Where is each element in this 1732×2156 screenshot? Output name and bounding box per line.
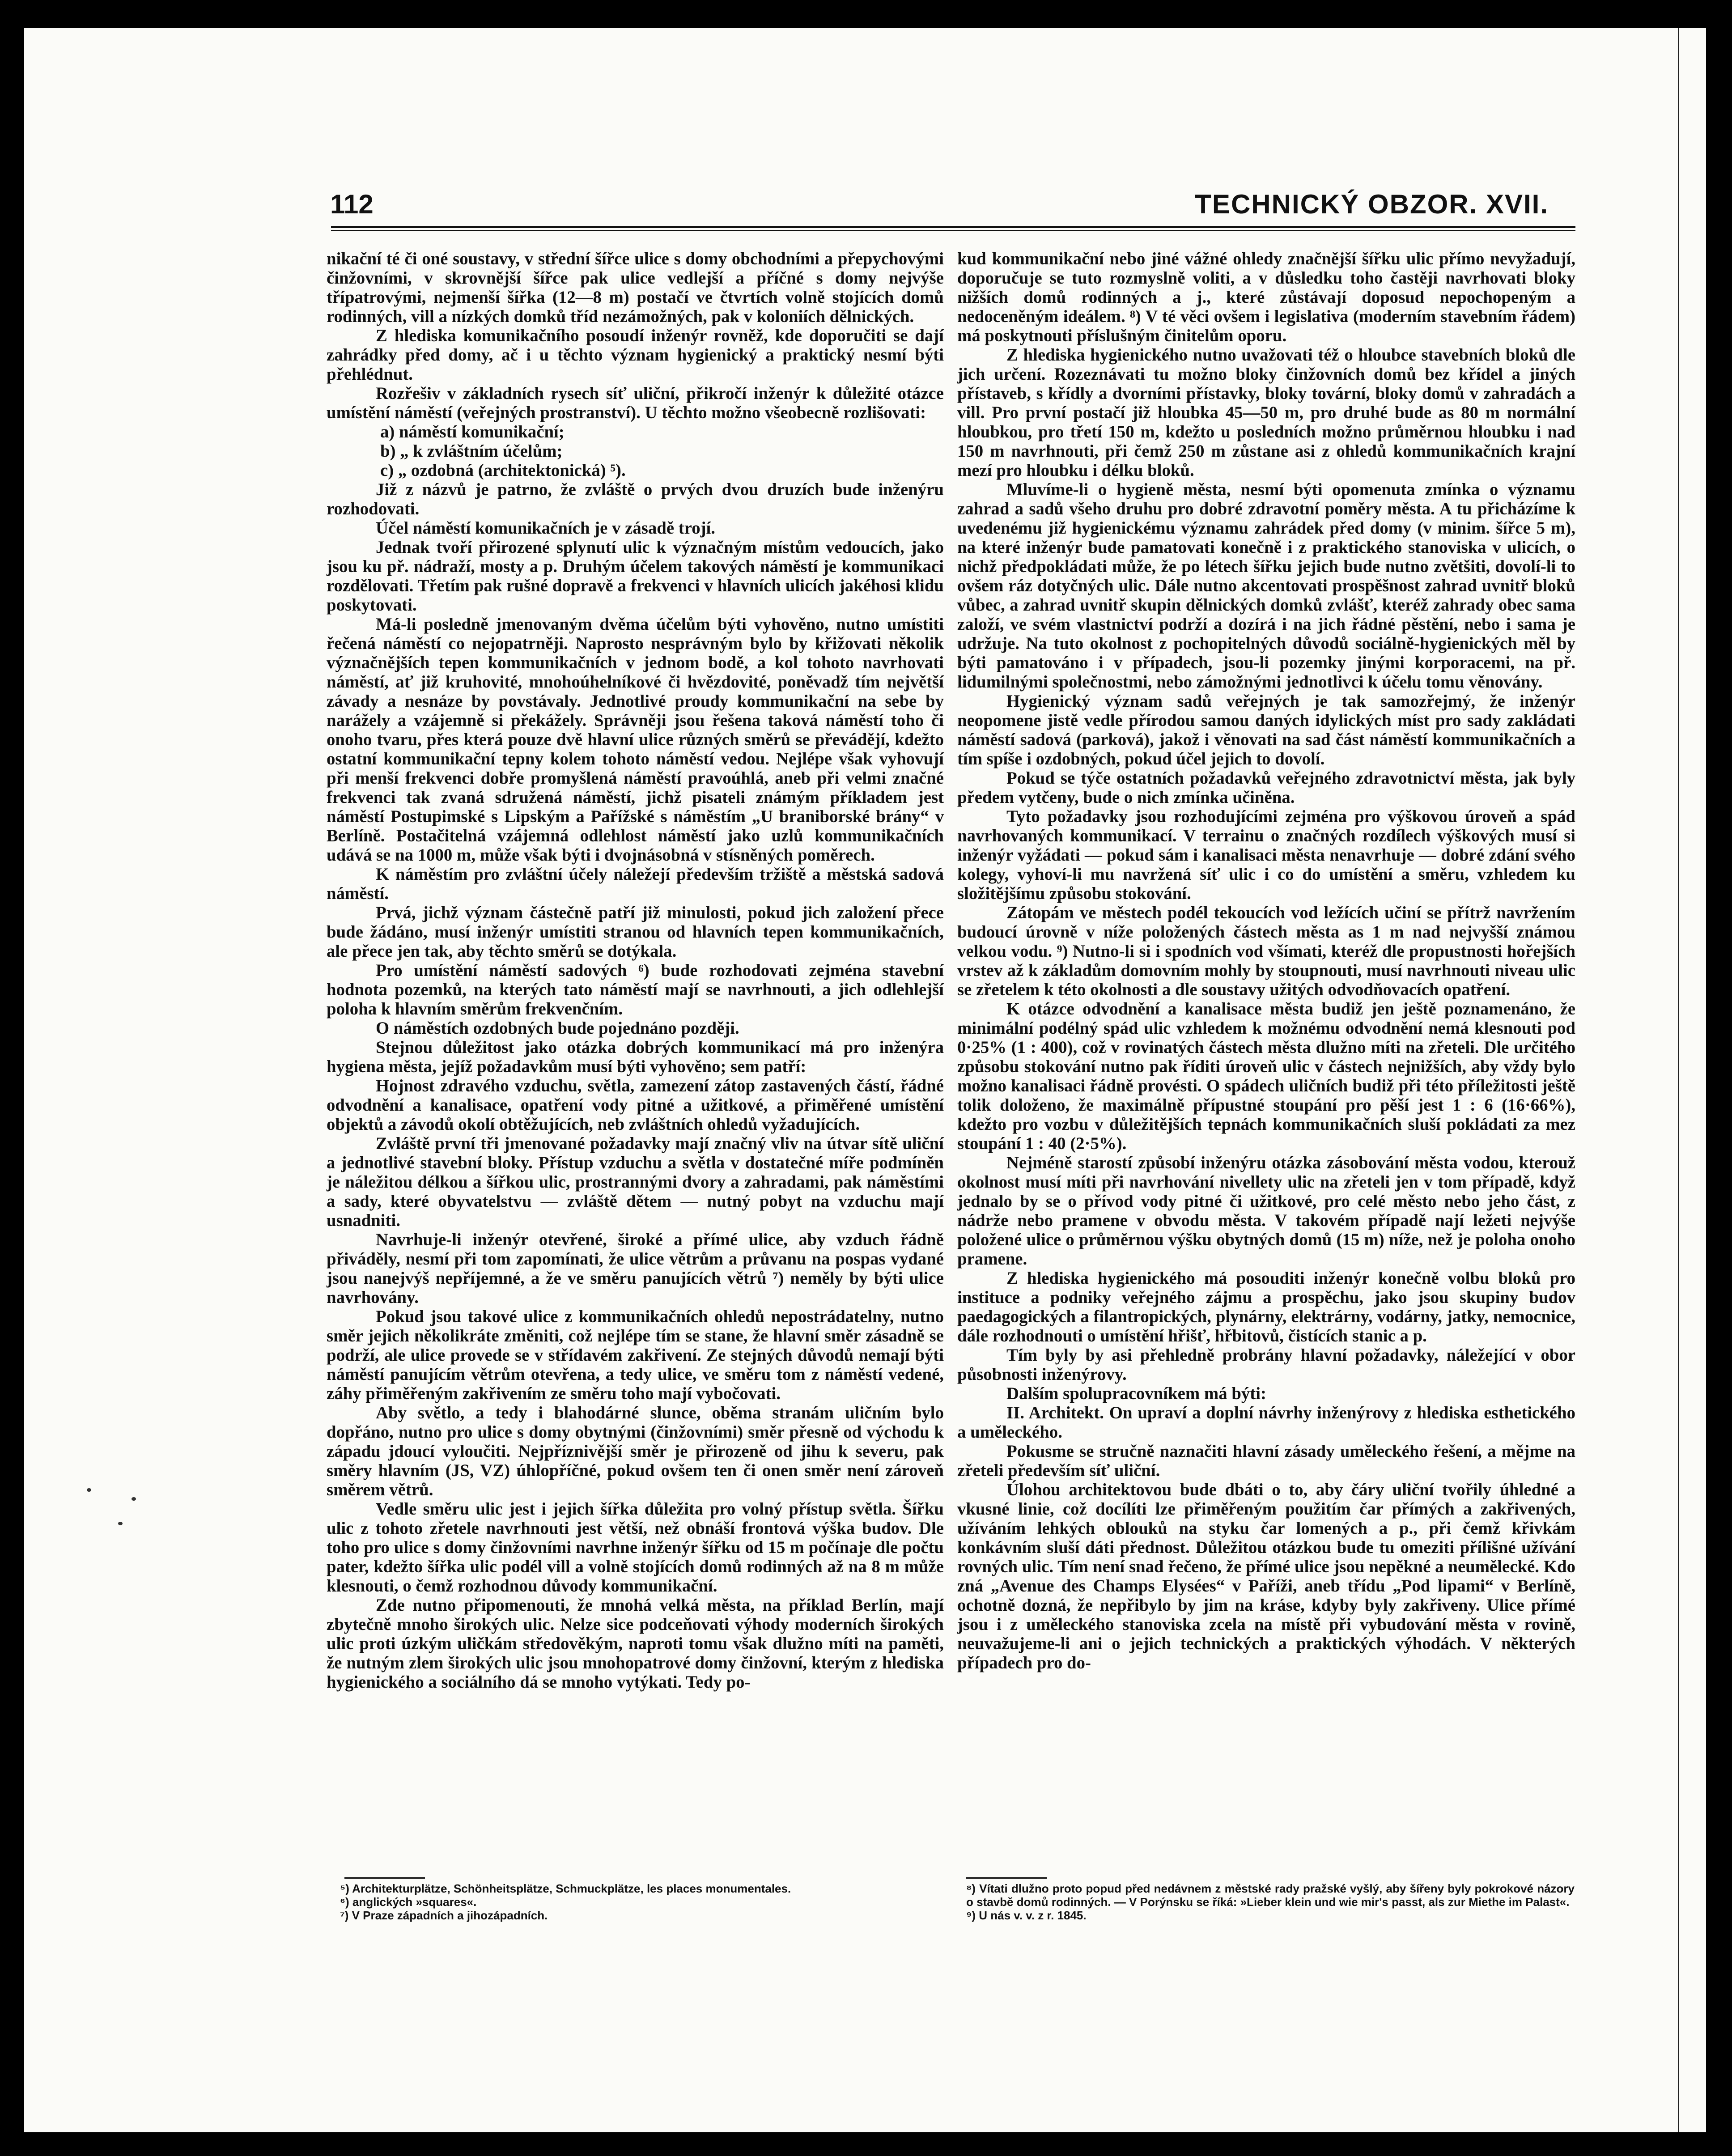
paragraph: Zde nutno připomenouti, že mnohá velká města, na příklad Berlín, mají zbytečně mnoho širokých ulic. Nelze sice podceňovati výhody moderních širokých ulic proti úzkým uličkám středověkým, naproti tomu však dlužno míti na paměti, že nutným zlem širokých ulic jsou mnohopatrové domy činžovní, kterým z hlediska hygienického a sociálního dá se mnoho vytýkati. Tedy po- (327, 1596, 944, 1692)
paragraph: Zvláště první tři jmenované požadavky mají značný vliv na útvar sítě uliční a jednotlivé stavební bloky. Přístup vzduchu a světla v dostatečné míře podmíněn je náležitou délkou a šířkou ulic, prostrannými dvory a zahradami, pak náměstími a sady, které obyvatelstvu — zvláště dětem — nutný pobyt na vzduchu mají usnadniti. (327, 1134, 944, 1230)
scan-speck (118, 1522, 123, 1525)
footnote: ⁸) Vítati dlužno proto popud před nedávnem z městské rady pražské vyšlý, aby šířeny byly pokrokové názory o stavbě domů rodinných. — V Porýnsku se říká: »Lieber klein und wie mir's passt, als zur Miethe im Palast«. (966, 1882, 1575, 1909)
paragraph: Vedle směru ulic jest i jejich šířka důležita pro volný přístup světla. Šířku ulic z tohoto zřetele navrhnouti jest větší, než obnáší frontová výška budov. Dle toho pro ulice s domy činžovními navrhne inženýr šířku od 15 m počínaje dle počtu pater, kdežto šířka ulic podél vill a volně stojících domů rodinných až na 8 m může klesnouti, o čemž rozhodnou důvody kommunikační. (327, 1499, 944, 1596)
paragraph: Tím byly by asi přehledně probrány hlavní požadavky, náležející v obor působnosti inženýrovy. (957, 1345, 1575, 1384)
paragraph: Navrhuje-li inženýr otevřené, široké a přímé ulice, aby vzduch řádně přiváděly, nesmí při tom zapomínati, že ulice větrům a průvanu na pospas vydané jsou nanejvýš nepříjemné, a že ve směru panujících větrů ⁷) neměly by býti ulice navrhovány. (327, 1230, 944, 1307)
footnote: ⁶) anglických »squares«. (340, 1895, 477, 1909)
journal-title: TECHNICKÝ OBZOR. XVII. (1195, 189, 1549, 219)
paragraph: Pokusme se stručně naznačiti hlavní zásady uměleckého řešení, a mějme na zřeteli především síť uliční. (957, 1442, 1575, 1480)
running-header (268, 175, 1575, 225)
footnote-rule (966, 1877, 1047, 1879)
paragraph: Jednak tvoří přirozené splynutí ulic k význačným místům vedoucích, jako jsou ku př. nádraží, mosty a p. Druhým účelem takových náměstí je kommunikaci rozdělovati. Třetím pak rušné dopravě a frekvenci v hlavních ulicích jakéhosi klidu poskytovati. (327, 538, 944, 615)
right-footnotes (966, 1882, 1575, 1922)
paragraph: K náměstím pro zvláštní účely náležejí především tržiště a městská sadová náměstí. (327, 865, 944, 903)
scan-speck (87, 1488, 91, 1492)
paragraph: Úlohou architektovou bude dbáti o to, aby čáry uliční tvořily úhledné a vkusné linie, což docílíti lze přiměřeným použitím čar přímých a zakřivených, užíváním lehkých oblouků na styku čar lomených a p., při čemž křivkám konkávním sluší dáti přednost. Důležitou otázkou bude tu omeziti přílišné užívání rovných ulic. Tím není snad řečeno, že přímé ulice jsou nepěkné a neumělecké. Kdo zná „Avenue des Champs Elysées“ v Paříži, aneb třídu „Pod lipami“ v Berlíně, ochotně dozná, že nepřibylo by jim na kráse, kdyby byly zakřiveny. Ulice přímé jsou i z uměleckého stanoviska zcela na místě při vybudování města v rovině, neuvažujeme-li ani o jejich technických a praktických výhodách. V některých případech pro do- (957, 1480, 1575, 1672)
paragraph: Z hlediska hygienického nutno uvažovati též o hloubce stavebních bloků dle jich určení. Rozeznávati tu možno bloky činžovních domů bez křídel a jiných přístaveb, s křídly a dvorními přístavky, bloky tovární, bloky domů v zahradách a vill. Pro první postačí již hloubka 45—50 m, pro druhé bude as 80 m normální hloubkou, pro třetí 150 m, kdežto u posledních možno průměrnou hloubku i nad 150 m navrhnouti, při čemž 250 m zůstane asi z ohledů kommunikačních krajní mezí pro hloubku i délku bloků. (957, 345, 1575, 480)
paragraph: Z hlediska hygienického má posouditi inženýr konečně volbu bloků pro instituce a podniky veřejného zájmu a prospěchu, jako jsou skupiny budov paedagogických a filantropických, plynárny, elektrárny, vodárny, jatky, nemocnice, dále rozhodnouti o umístění hřišť, hřbitovů, čistících stanic a p. (957, 1269, 1575, 1345)
footnote: ⁵) Architekturplätze, Schönheitsplätze, Schmuckplätze, les places monumentales. (340, 1882, 791, 1895)
page-number: 112 (330, 189, 374, 219)
header-rule (331, 226, 1575, 231)
list-item: b) „ k zvláštním účelům; (380, 441, 563, 461)
paragraph: O náměstích ozdobných bude pojednáno později. (376, 1019, 739, 1038)
paragraph: Prvá, jichž význam částečně patří již minulosti, pokud jich založení přece bude žádáno, musí inženýr umístiti stranou od hlavních tepen kommunikačních, ale přece jen tak, aby těchto směrů se dotýkala. (327, 903, 944, 961)
paragraph: Hojnost zdravého vzduchu, světla, zamezení zátop zastavených částí, řádné odvodnění a kanalisace, opatření vody pitné a užitkové, a přiměřené umístění objektů a závodů okolí obtěžujících, neb zvláštních ohledů vyžadujících. (327, 1076, 944, 1134)
paragraph: kud kommunikační nebo jiné vážné ohledy značnější šířku ulic přímo nevyžadují, doporučuje se tuto rozmyslně voliti, a v důsledku toho častěji navrhovati bloky nižších domů rodinných a j., které zůstávají doposud nepochopeným a nedoceněným ideálem. ⁸) V té věci ovšem i legislativa (moderním stavebním řádem) má poskytnouti příslušným činitelům oporu. (957, 249, 1575, 345)
page-content (268, 175, 1575, 1965)
paragraph: Pro umístění náměstí sadových ⁶) bude rozhodovati zejména stavební hodnota pozemků, na kterých tato náměstí mají se navrhnouti, a jich odlehlejší poloha k hlavním směrům frekvenčním. (327, 961, 944, 1019)
paragraph: nikační té či oné soustavy, v střední šířce ulice s domy obchodními a přepychovými činžovními, v skrovnější šířce pak ulice vedlejší a příčné s domy nejvýše třípatrovými, nejmenší šířka (12—8 m) postačí ve čtvrtích volně stojících domů rodinných, vill a nízkých domků tříd nezámožných, pak v koloniích dělnických. (327, 249, 944, 326)
paragraph: Nejméně starostí způsobí inženýru otázka zásobování města vodou, kterouž okolnost musí míti při navrhování nivellety ulic na zřeteli jen v tom případě, když jednalo by se o přívod vody pitné či užitkové, pro celé město nebo jeho část, z nádrže nebo pramene v obvodu města. V takovém případě nají ležeti nejvýše položené ulice o průměrnou výšku obytných domů (15 m) níže, než je poloha onoho pramene. (957, 1153, 1575, 1269)
right-column (957, 249, 1575, 1672)
list-item: a) náměstí komunikační; (380, 422, 565, 441)
section-heading: II. Architekt. On upraví a doplní návrhy inženýrovy z hlediska esthetického a uměleckého. (957, 1403, 1575, 1442)
paragraph: Rozřešiv v základních rysech síť uliční, přikročí inženýr k důležité otázce umístění náměstí (veřejných prostranství). U těchto možno všeobecně rozlišovati: (327, 384, 944, 422)
paragraph: Má-li posledně jmenovaným dvěma účelům býti vyhověno, nutno umístiti řečená náměstí co nejopatrněji. Naprosto nesprávným bylo by křižovati několik význačnějších tepen kommunikačních v jednom bodě, a kol tohoto navrhovati náměstí, ať již kruhovité, mnohoúhelníkové či hvězdovité, poněvadž tím největší závady a nesnáze by povstávaly. Jednotlivé proudy kommunikační na sebe by narážely a vzájemně si překážely. Správněji jsou řešena taková náměstí toho či onoho tvaru, přes která pouze dvě hlavní ulice různých směrů se převádějí, kdežto ostatní kommunikační tepny kolem tohoto náměstí vedou. Nejlépe však vyhovují při menší frekvenci dobře promyšlená náměstí pravoúhlá, aneb při velmi značné frekvenci tak zvaná sdružená náměstí, jichž pisateli známým příkladem jest náměstí Postupimské s Lipským a Pařížské s náměstím „U braniborské brány“ v Berlíně. Postačitelná vzájemná odlehlost náměstí jako uzlů kommunikačních udává se na 1000 m, může však býti i dvojnásobná v stísněných poměrech. (327, 615, 944, 865)
paragraph: Pokud se týče ostatních požadavků veřejného zdravotnictví města, jak byly předem vytčeny, bude o nich zmínka učiněna. (957, 768, 1575, 807)
list-item: c) „ ozdobná (architektonická) ⁵). (380, 461, 626, 480)
paragraph: Pokud jsou takové ulice z kommunikačních ohledů nepostrádatelny, nutno směr jejich několikráte změniti, což nejlépe tím se stane, že hlavní směr zásadně se podrží, ale ulice provede se v střídavém zakřivení. Ze stejných důvodů nemají býti náměstí panujícím větrům otevřena, a tedy ulice, ve směru tom z náměstí vedené, záhy přiměřeným zakřivením ze směru toho mají vybočovati. (327, 1307, 944, 1403)
paragraph: Již z názvů je patrno, že zvláště o prvých dvou druzích bude inženýru rozhodovati. (327, 480, 944, 518)
paragraph: Aby světlo, a tedy i blahodárné slunce, oběma stranám uličním bylo dopřáno, nutno pro ulice s domy obytnými (činžovními) směr přesně od východu k západu jdoucí vyloučiti. Nejpříznivější směr je přirozeně od jihu k severu, pak směry hlavním (JS, VZ) úhlopříčné, pokud ovšem ten či onen směr není zároveň směrem větrů. (327, 1403, 944, 1499)
paragraph: K otázce odvodnění a kanalisace města budiž jen ještě poznamenáno, že minimální podélný spád ulic vzhledem k možnému odvodnění nemá klesnouti pod 0·25% (1 : 400), což v rovinatých částech města dlužno míti na zřeteli. Dle určitého způsobu stokování nutno pak říditi úroveň ulic v částech nejnižších, aby vždy bylo možno kanalisaci řádně provésti. O spádech uličních budiž při této příležitosti ještě tolik doloženo, že maximálně přípustné stoupání pro pěší jest 1 : 6 (16·66%), kdežto pro vozbu v důležitějších tepnách kommunikačních sluší pokládati za mez stoupání 1 : 40 (2·5%). (957, 999, 1575, 1153)
paragraph: Stejnou důležitost jako otázka dobrých kommunikací má pro inženýra hygiena města, jejíž požadavkům musí býti vyhověno; sem patří: (327, 1038, 944, 1076)
paragraph: Účel náměstí komunikačních je v zásadě trojí. (376, 518, 716, 538)
scan-speck (132, 1497, 136, 1501)
paragraph: Z hlediska komunikačního posoudí inženýr rovněž, kde doporučiti se dají zahrádky před domy, ač i u těchto význam hygienický a praktický nesmí býti přehlédnut. (327, 326, 944, 384)
footnote: ⁹) U nás v. v. z r. 1845. (966, 1909, 1087, 1922)
footnote-rule (344, 1877, 425, 1879)
paragraph: Tyto požadavky jsou rozhodujícími zejména pro výškovou úroveň a spád navrhovaných kommunikací. V terrainu o značných rozdílech výškových musí si inženýr vyžádati — pokud sám i kanalisaci města nenavrhuje — dobré zdání svého kolegy, vyhoví-li mu navržená síť ulic i co do umístění a směru, vzhledem ku složitějšímu způsobu stokování. (957, 807, 1575, 903)
footnote: ⁷) V Praze západních a jihozápadních. (340, 1909, 548, 1922)
paragraph: Zátopám ve městech podél tekoucích vod ležících učiní se přítrž navržením budoucí úrovně v níže položených částech města as 1 m nad nejvyšší známou velkou vodu. ⁹) Nutno-li si i spodních vod všímati, kteréž dle propustnosti hořejších vrstev až k základům domovním mohly by stoupnouti, musí navrhnouti niveau ulic se zřetelem k této okolnosti a dle soustavy užitých odvodňovacích opatření. (957, 903, 1575, 999)
page-edge (1678, 28, 1706, 2132)
paragraph: Dalším spolupracovníkem má býti: (1006, 1384, 1266, 1403)
left-column (327, 249, 944, 1692)
left-footnotes (340, 1882, 921, 1922)
paragraph: Hygienický význam sadů veřejných je tak samozřejmý, že inženýr neopomene jistě vedle přírodou samou daných idylických míst pro sady zakládati náměstí sadová (parková), jakož i věnovati na sad část náměstí kommunikačních a tím spíše i ozdobných, pokud účel jejich to dovolí. (957, 692, 1575, 768)
paragraph: Mluvíme-li o hygieně města, nesmí býti opomenuta zmínka o významu zahrad a sadů všeho druhu pro dobré zdravotní poměry města. A tu přicházíme k uvedenému již hygienickému významu zahrádek před domy (v minim. šířce 5 m), na které inženýr bude pamatovati konečně i z praktického stanoviska v ulicích, o nichž předpokládati může, že po létech šířku jejich bude nutno zvětšiti, dovolí-li to ovšem ráz dotyčných ulic. Dále nutno akcentovati prospěšnost zahrad uvnitř bloků vůbec, a zahrad uvnitř skupin dělnických domků zvlášť, kteréž zahrady obec sama založí, ve svém vlastnictví podrží a dozírá i na jich řádné pěstění, nebo i sama je udržuje. Na tuto okolnost z pochopitelných důvodů sociálně-hygienických měl by býti pamatováno i v případech, jsou-li pozemky jinými korporacemi, na př. lidumilnými společnostmi, nebo zámožnými jednotlivci k účelu tomu věnovány. (957, 480, 1575, 692)
scanned-page (24, 28, 1706, 2132)
